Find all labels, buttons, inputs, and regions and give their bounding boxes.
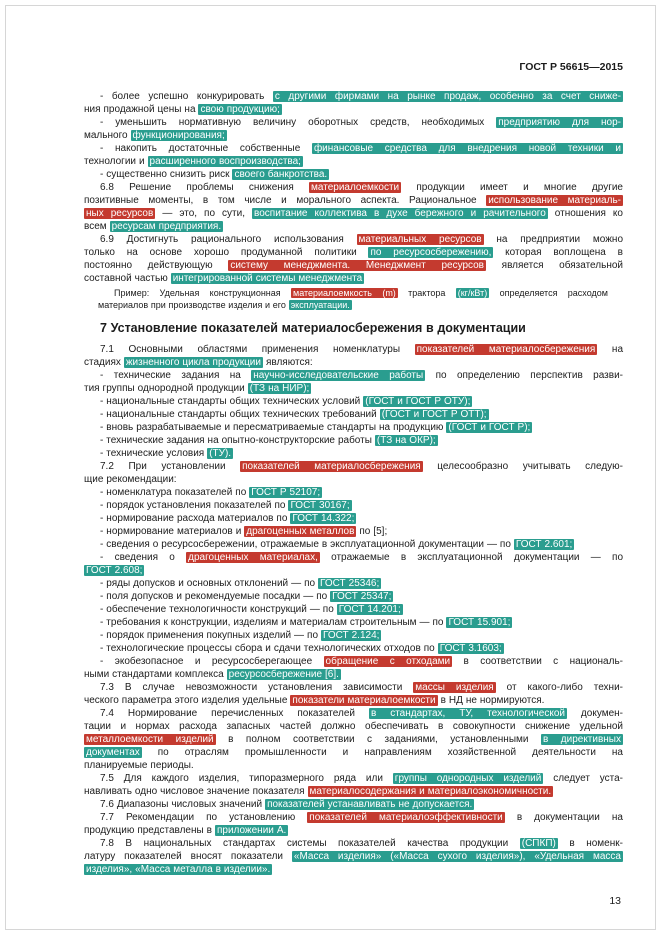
teal-highlight: своего банкротства. — [234, 169, 328, 180]
red-highlight: материалоемкости — [311, 182, 400, 193]
teal-highlight: воспитание коллектива в духе бережного и рачительного — [254, 208, 546, 219]
text-run: тия группы однородной продукции — [84, 383, 248, 394]
text-run: 7.2 При установлении — [100, 461, 241, 472]
text-run: - порядок установления показателей по — [100, 500, 289, 511]
text-run: 7.6 Диапазоны числовых значений — [100, 799, 266, 810]
text-line — [84, 129, 623, 142]
red-highlight: массы изделия — [415, 682, 494, 693]
text-line — [84, 694, 623, 707]
text-run: продукции имеет и многие другие — [401, 182, 623, 193]
text-line — [84, 382, 623, 395]
text-run: которая воплощена в — [493, 247, 623, 258]
text-run: от какого-либо техни- — [495, 682, 623, 693]
text-line — [84, 434, 623, 447]
text-run: ния продажной цены на — [84, 104, 199, 115]
text-run: в номенк- — [557, 838, 623, 849]
teal-highlight: жизненного цикла продукции — [125, 357, 261, 368]
red-highlight: драгоценных металлов — [246, 526, 355, 537]
teal-highlight: ГОСТ 14.322; — [292, 513, 355, 524]
text-run: тации и нормах расхода запасных частей должно обеспечивать в совокупности снижение удельной — [84, 721, 623, 732]
text-line — [98, 300, 608, 312]
text-run: - обеспечение технологичности конструкций — по — [100, 604, 337, 615]
teal-highlight: ГОСТ 2.601; — [515, 539, 573, 550]
text-run: 6.8 Решение проблемы снижения — [100, 182, 310, 193]
text-run: является обязательной — [486, 260, 623, 271]
text-line — [84, 168, 623, 181]
text-line — [84, 759, 623, 772]
text-run: по отраслям промышленности и направлениям хозяйственной деятельности на — [141, 747, 623, 758]
text-line — [84, 272, 623, 285]
text-run: отношения ко — [547, 208, 623, 219]
text-line — [84, 681, 623, 694]
text-run: трактора — [397, 288, 456, 298]
red-highlight: систему менеджмента. Менеджмент ресурсов — [230, 260, 484, 271]
red-highlight: материальных ресурсов — [358, 234, 482, 245]
text-run: всем — [84, 221, 110, 232]
text-line — [84, 772, 623, 785]
text-line — [84, 116, 623, 129]
red-highlight: ных ресурсов — [86, 208, 154, 219]
teal-highlight: ГОСТ 2.608; — [86, 565, 143, 576]
text-run: щие рекомендации: — [84, 474, 177, 485]
text-line — [98, 288, 608, 300]
text-run: 6.9 Достигнуть рационального использования — [100, 234, 357, 245]
text-line — [84, 486, 623, 499]
text-line — [84, 220, 623, 233]
text-line — [84, 207, 623, 220]
text-run: - порядок применения покупных изделий — по — [100, 630, 321, 641]
teal-highlight: ГОСТ 25346; — [320, 578, 380, 589]
text-line — [84, 577, 623, 590]
teal-highlight: по ресурсосбережению, — [370, 247, 492, 258]
text-run: в НД не нормируются. — [437, 695, 545, 706]
teal-highlight: показателей устанавливать не допускается. — [267, 799, 473, 810]
text-run: ными стандартами комплекса — [84, 669, 227, 680]
text-run: планируемые периоды. — [84, 760, 194, 771]
red-highlight: показателей материалосбережения — [416, 344, 596, 355]
teal-highlight: приложении А. — [216, 825, 287, 836]
text-run: в соответствии с националь- — [452, 656, 623, 667]
teal-highlight: ГОСТ 14.201; — [338, 604, 401, 615]
text-line — [84, 460, 623, 473]
text-line — [84, 564, 623, 577]
text-run: — это, по сути, — [155, 208, 253, 219]
text-line — [84, 181, 623, 194]
text-run: - нормирование материалов и — [100, 526, 245, 537]
text-line — [84, 155, 623, 168]
text-run: на предприятии можно — [483, 234, 624, 245]
text-run: - технические задания на — [100, 370, 252, 381]
teal-highlight: (ГОСТ и ГОСТ Р ОТТ); — [381, 409, 487, 420]
teal-highlight: документах — [86, 747, 140, 758]
text-line — [84, 408, 623, 421]
text-run: - сведения о ресурсосбережении, отражаемые в эксплуатационной документации — по — [100, 539, 514, 550]
text-run: 7.7 Рекомендации по установлению — [100, 812, 308, 823]
text-run: мального — [84, 130, 131, 141]
text-line — [84, 824, 623, 837]
text-run: 7.5 Для каждого изделия, типоразмерного ряда или — [100, 773, 393, 784]
red-highlight: показатели материалоемкости — [292, 695, 436, 706]
text-line — [84, 811, 623, 824]
text-run: являются: — [262, 357, 313, 368]
teal-highlight: ГОСТ 15.901; — [448, 617, 511, 628]
teal-highlight: функционирования; — [132, 130, 225, 141]
text-line — [84, 707, 623, 720]
text-line — [84, 421, 623, 434]
teal-highlight: ГОСТ 2.124; — [323, 630, 380, 641]
text-line — [84, 798, 623, 811]
teal-highlight: изделия», «Масса металла в изделии». — [86, 864, 271, 875]
text-run: составной частью — [84, 273, 171, 284]
text-line — [84, 525, 623, 538]
text-line — [84, 668, 623, 681]
text-run: на — [597, 344, 624, 355]
text-line — [84, 850, 623, 863]
text-line — [84, 655, 623, 668]
text-line — [84, 642, 623, 655]
teal-highlight: ГОСТ 30167; — [290, 500, 350, 511]
teal-highlight: с другими фирмами на рынке продаж, особенно за счет сниже- — [274, 91, 622, 102]
text-run: 7 Установление показателей материалосбережения в документации — [100, 321, 526, 335]
text-line — [84, 863, 623, 876]
text-line — [84, 246, 623, 259]
text-run: - требования к конструкции, изделиям и материалам строительным — по — [100, 617, 447, 628]
text-line — [84, 194, 623, 207]
teal-highlight: ресурсам предприятия. — [111, 221, 222, 232]
red-highlight: металлоемкости изделий — [86, 734, 214, 745]
text-run: - ряды допусков и основных отклонений — по — [100, 578, 319, 589]
teal-highlight: (ТЗ на ОКР); — [376, 435, 436, 446]
text-line — [84, 369, 623, 382]
text-line — [84, 499, 623, 512]
teal-highlight: (ТЗ на НИР); — [249, 383, 310, 394]
text-line — [84, 356, 623, 369]
red-highlight: использование материаль- — [488, 195, 621, 206]
text-run: по определению перспектив разви- — [425, 370, 623, 381]
text-run: 7.4 Нормирование перечисленных показателей — [100, 708, 369, 719]
teal-highlight: «Масса изделия» («Масса сухого изделия»), «Удельная масса — [293, 851, 621, 862]
text-run: - технические задания на опытно-конструкторские работы — [100, 435, 375, 446]
text-run: материалов при производстве изделия и его — [98, 299, 289, 310]
text-run: только на основе хорошо продуманной политики — [84, 247, 369, 258]
text-line — [84, 142, 623, 155]
teal-highlight: ГОСТ 3.1603; — [439, 643, 502, 654]
text-run: - более успешно конкурировать — [100, 91, 273, 102]
text-run: технологии и — [84, 156, 148, 167]
text-line — [84, 512, 623, 525]
text-line — [84, 785, 623, 798]
text-line — [84, 629, 623, 642]
text-run: - поля допусков и рекомендуемые посадки — по — [100, 591, 331, 602]
text-run: - вновь разрабатываемые и пересматриваемые стандарты на продукцию — [100, 422, 447, 433]
teal-highlight: ГОСТ Р 52107; — [251, 487, 321, 498]
teal-highlight: (ТУ). — [209, 448, 232, 459]
teal-highlight: свою продукцию; — [200, 104, 280, 115]
red-highlight: показателей материалосбережения — [242, 461, 421, 472]
text-run: позитивные моменты, в том числе и морального аспекта. Рациональное — [84, 195, 487, 206]
text-line — [84, 103, 623, 116]
text-run: продукцию представлены в — [84, 825, 215, 836]
text-line — [84, 395, 623, 408]
text-run: - номенклатура показателей по — [100, 487, 250, 498]
page-number: 13 — [609, 895, 621, 907]
text-run: - национальные стандарты общих технических требований — [100, 409, 380, 420]
text-run: по [5]; — [356, 526, 388, 537]
teal-highlight: научно-исследовательские работы — [253, 370, 424, 381]
text-run: постоянно действующую — [84, 260, 229, 271]
text-line — [84, 447, 623, 460]
teal-highlight: предприятию для нор- — [498, 117, 621, 128]
text-line — [84, 733, 623, 746]
teal-highlight: группы однородных изделий — [394, 773, 542, 784]
text-run: определяется расходом — [489, 288, 608, 298]
teal-highlight: в директивных — [542, 734, 621, 745]
text-run: навливать одно числовое значение показателя — [84, 786, 308, 797]
text-run: 7.8 В национальных стандартах системы показателей качества продукции — [100, 838, 520, 849]
text-run: следует уста- — [543, 773, 623, 784]
text-run: латуру показателей вносят показатели — [84, 851, 292, 862]
text-line — [84, 473, 623, 486]
text-run: - сведения о — [100, 552, 187, 563]
teal-highlight: финансовые средства для внедрения новой техники и — [313, 143, 621, 154]
text-line — [84, 259, 623, 272]
teal-highlight: ресурсосбережение [6]. — [228, 669, 339, 680]
text-run: в документации на — [504, 812, 623, 823]
document-header: ГОСТ Р 56615—2015 — [519, 61, 623, 73]
text-line — [84, 90, 623, 103]
text-line — [84, 837, 623, 850]
teal-highlight: в стандартах, ТУ, технологической — [370, 708, 565, 719]
red-highlight: показателей материалоэффективности — [309, 812, 503, 823]
red-highlight: материалосодержания и материалоэкономичности. — [309, 786, 552, 797]
text-run: докумен- — [566, 708, 623, 719]
text-run: - технологические процессы сбора и сдачи технологических отходов по — [100, 643, 438, 654]
text-run: в полном соответствии с заданиями, установленными — [215, 734, 541, 745]
text-line — [84, 538, 623, 551]
text-line — [84, 616, 623, 629]
section-heading — [84, 320, 623, 336]
text-line — [84, 343, 623, 356]
teal-highlight: ГОСТ 25347; — [332, 591, 392, 602]
text-line — [84, 233, 623, 246]
teal-highlight: расширенного воспроизводства; — [149, 156, 301, 167]
teal-highlight: (кг/кВт) — [457, 288, 488, 298]
red-highlight: материалоемкость (m) — [293, 288, 396, 298]
text-run: стадиях — [84, 357, 124, 368]
text-run: - накопить достаточные собственные — [100, 143, 312, 154]
text-run: - национальные стандарты общих технических условий — [100, 396, 364, 407]
text-run: - существенно снизить риск — [100, 169, 233, 180]
text-line — [84, 603, 623, 616]
teal-highlight: (ГОСТ и ГОСТ Р); — [448, 422, 531, 433]
document-body — [84, 90, 623, 876]
teal-highlight: (СПКП) — [521, 838, 556, 849]
teal-highlight: интегрированной системы менеджмента — [172, 273, 363, 284]
text-line — [84, 746, 623, 759]
text-run: ческого параметра этого изделия удельные — [84, 695, 291, 706]
red-highlight: обращение с отходами — [325, 656, 451, 667]
text-run: 7.3 В случае невозможности установления зависимости — [100, 682, 414, 693]
text-run: - уменьшить нормативную величину оборотных средств, необходимых — [100, 117, 497, 128]
teal-highlight: (ГОСТ и ГОСТ Р ОТУ); — [365, 396, 471, 407]
text-run: 7.1 Основными областями применения номенклатуры — [100, 344, 415, 355]
text-line — [84, 551, 623, 564]
text-run: - технические условия — [100, 448, 208, 459]
teal-highlight: эксплуатации. — [290, 299, 350, 310]
text-line — [84, 590, 623, 603]
text-run: - нормирование расхода материалов по — [100, 513, 291, 524]
text-run: целесообразно учитывать следую- — [422, 461, 623, 472]
red-highlight: драгоценных материалах, — [188, 552, 318, 563]
text-run: - экобезопасное и ресурсосберегающее — [100, 656, 324, 667]
text-line — [84, 720, 623, 733]
text-run: отражаемые в эксплуатационной документации — по — [319, 552, 624, 563]
text-run: Пример: Удельная конструкционная — [114, 288, 291, 298]
